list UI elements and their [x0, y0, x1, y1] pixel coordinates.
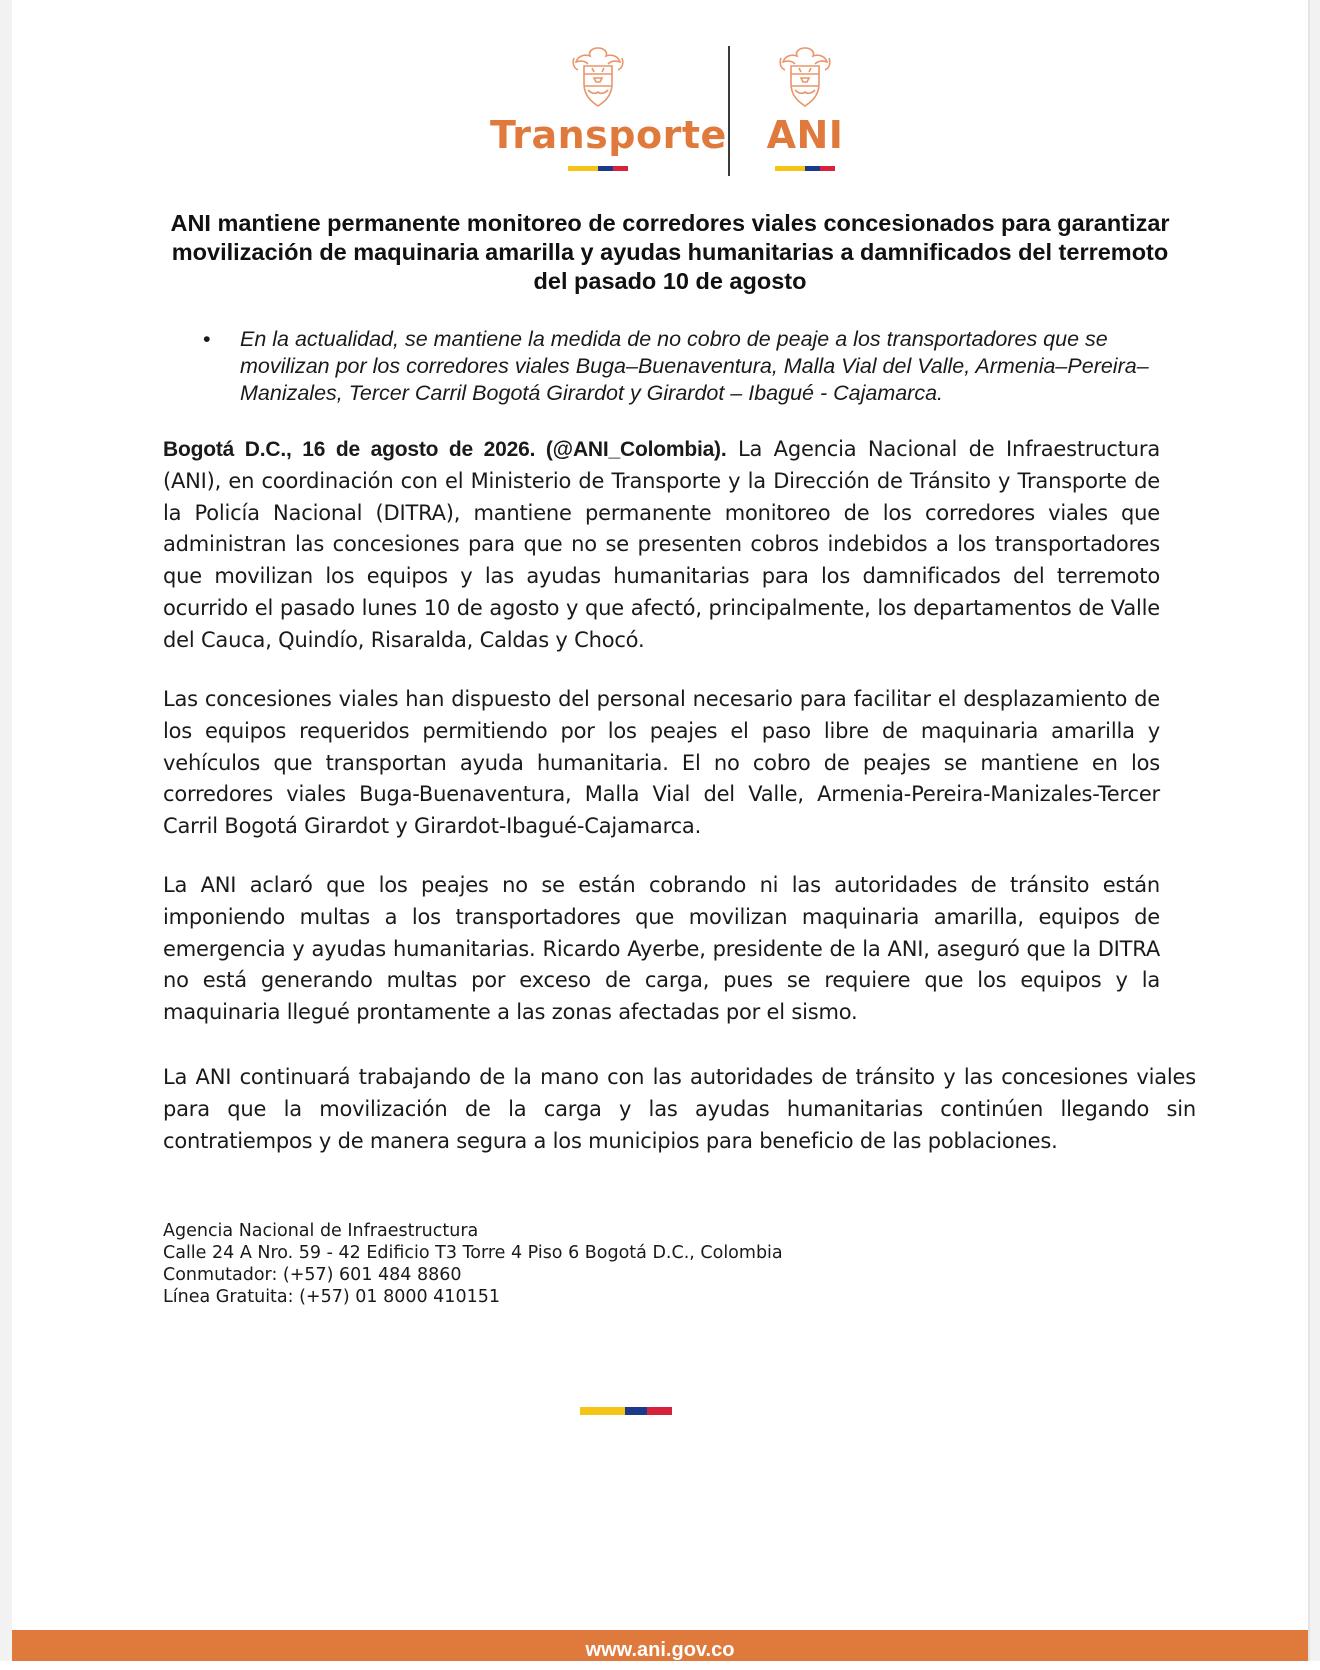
- logo-flag-stripe: [490, 166, 705, 171]
- transporte-logo-text: Transporte: [490, 113, 727, 157]
- summary-bullet-item: [195, 326, 1165, 407]
- colombia-crest-icon: [773, 44, 837, 110]
- ani-logo: [755, 44, 855, 171]
- summary-bullet-text: En la actualidad, se mantiene la medida de no cobro de peaje a los transportadores que se movilizan por los corredores viales Buga–Buenaventura, Malla Vial del Valle, Armenia–Pereira–Manizales, Tercer Carril Bogotá Girardot y Girardot – Ibagué - Cajamarca.: [240, 327, 1149, 405]
- dateline: Bogotá D.C., 16 de agosto de 2026. (@ANI_Colombia).: [163, 438, 727, 461]
- transporte-logo: [490, 44, 727, 171]
- body-paragraph-2: Las concesiones viales han dispuesto del personal necesario para facilitar el desplazamiento de los equipos requeridos permitiendo por los peajes el paso libre de maquinaria amarilla y vehículos que transportan ayuda humanitaria. El no cobro de peajes se mantiene en los corredores viales Buga-Buenaventura, Malla Vial del Valle, Armenia-Pereira-Manizales-Tercer Carril Bogotá Girardot y Girardot-Ibagué-Cajamarca.: [163, 687, 1160, 839]
- contact-block: [163, 1220, 783, 1308]
- colombia-crest-icon: [566, 44, 630, 110]
- contact-switchboard: Conmutador: (+57) 601 484 8860: [163, 1265, 462, 1285]
- contact-toll-free: Línea Gratuita: (+57) 01 8000 410151: [163, 1287, 500, 1307]
- body-paragraph-3: La ANI aclaró que los peajes no se están cobrando ni las autoridades de tránsito están imponiendo multas a los transportadores que movilizan maquinaria amarilla, equipos de emergencia y ayudas humanitarias. Ricardo Ayerbe, presidente de la ANI, aseguró que la DITRA no está generando multas por exceso de carga, pues se requiere que los equipos y la maquinaria llegué prontamente a las zonas afectadas por el sismo.: [163, 873, 1160, 1025]
- ani-logo-text: ANI: [766, 113, 844, 157]
- page-edge-right: [1308, 0, 1320, 1661]
- summary-bullet-list: [195, 326, 1165, 407]
- page-edge-left: [0, 0, 12, 1661]
- press-release-headline: ANI mantiene permanente monitoreo de corredores viales concesionados para garantizar movilización de maquinaria amarilla y ayudas humanitarias a damnificados del terremoto del pasado 10 de agosto: [170, 210, 1170, 294]
- contact-address: Calle 24 A Nro. 59 - 42 Edificio T3 Torre 4 Piso 6 Bogotá D.C., Colombia: [163, 1243, 783, 1263]
- body-paragraph-1: [163, 434, 1160, 657]
- paragraph-1-text: La Agencia Nacional de Infraestructura (ANI), en coordinación con el Ministerio de Transporte y la Dirección de Tránsito y Transporte de la Policía Nacional (DITRA), mantiene permanente monitoreo de los corredores viales que administran las concesiones para que no se presenten cobros indebidos a los transportadores que movilizan los equipos y las ayudas humanitarias para los damnificados del terremoto ocurrido el pasado lunes 10 de agosto y que afectó, principalmente, los departamentos de Valle del Cauca, Quindío, Risaralda, Caldas y Chocó.: [163, 437, 1161, 652]
- logo-divider: [728, 46, 730, 176]
- body-paragraph-4: La ANI continuará trabajando de la mano con las autoridades de tránsito y las concesiones viales para que la movilización de la carga y las ayudas humanitarias continúen llegando sin contratiempos y de manera segura a los municipios para beneficio de las poblaciones.: [163, 1065, 1196, 1153]
- footer-website-link[interactable]: www.ani.gov.co: [585, 1639, 735, 1661]
- contact-organization: Agencia Nacional de Infraestructura: [163, 1221, 479, 1241]
- footer-bar: [12, 1630, 1308, 1661]
- bullet-icon: •: [203, 327, 211, 351]
- footer-flag-stripe: [580, 1407, 672, 1415]
- logo-flag-stripe: [755, 166, 855, 171]
